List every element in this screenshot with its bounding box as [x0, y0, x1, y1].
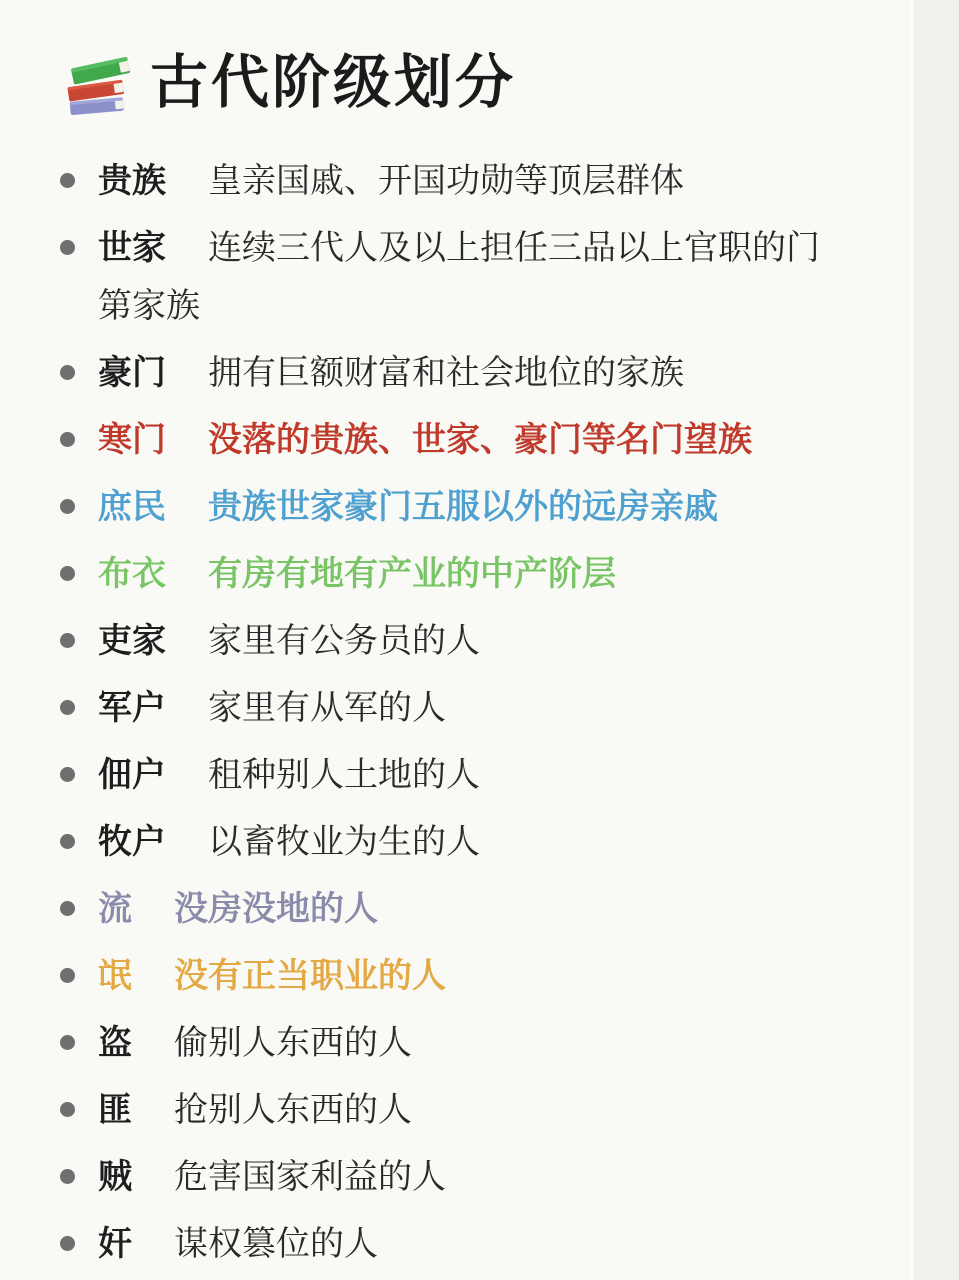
- term-description: 家里有从军的人: [208, 689, 446, 727]
- term-label: 吏家: [98, 622, 166, 660]
- list-item: [58, 344, 889, 402]
- bullet-icon: [60, 365, 75, 380]
- list-item: [58, 612, 889, 670]
- bullet-icon: [60, 901, 75, 916]
- term-description: 皇亲国戚、开国功勋等顶层群体: [208, 162, 684, 200]
- item-content: [98, 411, 822, 469]
- bullet-icon: [60, 834, 75, 849]
- item-content: [98, 947, 822, 1005]
- item-content: [98, 1215, 822, 1273]
- bullet-icon: [60, 432, 75, 447]
- list-item: [58, 545, 889, 603]
- term-description: 危害国家利益的人: [174, 1158, 446, 1196]
- item-content: [98, 880, 822, 938]
- item-content: [98, 612, 822, 670]
- term-description: 没有正当职业的人: [174, 957, 446, 995]
- list-item: [58, 219, 889, 335]
- bullet-icon: [60, 968, 75, 983]
- term-label: 贵族: [98, 162, 166, 200]
- item-content: [98, 344, 822, 402]
- bullet-icon: [60, 1169, 75, 1184]
- item-content: [98, 152, 822, 210]
- term-label: 佃户: [98, 756, 166, 794]
- list-item: [58, 1014, 889, 1072]
- bullet-icon: [60, 566, 75, 581]
- list-item: [58, 880, 889, 938]
- bullet-icon: [60, 173, 75, 188]
- bullet-icon: [60, 1035, 75, 1050]
- term-label: 布衣: [98, 555, 166, 593]
- term-label: 牧户: [98, 823, 166, 861]
- term-label: 匪: [98, 1091, 132, 1129]
- bullet-icon: [60, 499, 75, 514]
- term-description: 偷别人东西的人: [174, 1024, 412, 1062]
- list-item: [58, 679, 889, 737]
- list-item: [58, 1081, 889, 1139]
- term-description: 有房有地有产业的中产阶层: [208, 555, 616, 593]
- item-content: [98, 478, 822, 536]
- document-header: [58, 42, 889, 124]
- item-content: [98, 1148, 822, 1206]
- item-content: [98, 1014, 822, 1072]
- list-item: [58, 1148, 889, 1206]
- term-label: 氓: [98, 957, 132, 995]
- list-item: [58, 411, 889, 469]
- class-list: [58, 152, 889, 1273]
- list-item: [58, 813, 889, 871]
- term-description: 贵族世家豪门五服以外的远房亲戚: [208, 488, 718, 526]
- bullet-icon: [60, 240, 75, 255]
- bullet-icon: [60, 1102, 75, 1117]
- term-description: 拥有巨额财富和社会地位的家族: [208, 354, 684, 392]
- bullet-icon: [60, 1236, 75, 1251]
- item-content: [98, 746, 822, 804]
- term-label: 流: [98, 890, 132, 928]
- bullet-icon: [60, 767, 75, 782]
- term-description: 抢别人东西的人: [174, 1091, 412, 1129]
- term-description: 家里有公务员的人: [208, 622, 480, 660]
- page-title: 古代阶级划分: [150, 49, 517, 115]
- list-item: [58, 478, 889, 536]
- list-item: [58, 152, 889, 210]
- item-content: [98, 1081, 822, 1139]
- term-label: 豪门: [98, 354, 166, 392]
- term-label: 世家: [98, 229, 166, 267]
- bullet-icon: [60, 633, 75, 648]
- list-item: [58, 1215, 889, 1273]
- bullet-icon: [60, 700, 75, 715]
- list-item: [58, 947, 889, 1005]
- term-description: 谋权篡位的人: [174, 1225, 378, 1263]
- term-description: 连续三代人及以上担任三品以上官职的门第家族: [98, 229, 820, 325]
- item-content: [98, 679, 822, 737]
- term-description: 没落的贵族、世家、豪门等名门望族: [208, 421, 752, 459]
- term-label: 庶民: [98, 488, 166, 526]
- books-icon: [58, 42, 140, 124]
- item-content: [98, 545, 822, 603]
- term-label: 寒门: [98, 421, 166, 459]
- list-item: [58, 746, 889, 804]
- term-description: 以畜牧业为生的人: [208, 823, 480, 861]
- term-label: 军户: [98, 689, 166, 727]
- term-description: 没房没地的人: [174, 890, 378, 928]
- term-description: 租种别人土地的人: [208, 756, 480, 794]
- term-label: 盗: [98, 1024, 132, 1062]
- term-label: 贼: [98, 1158, 132, 1196]
- term-label: 奸: [98, 1225, 132, 1263]
- item-content: [98, 813, 822, 871]
- item-content: [98, 219, 822, 335]
